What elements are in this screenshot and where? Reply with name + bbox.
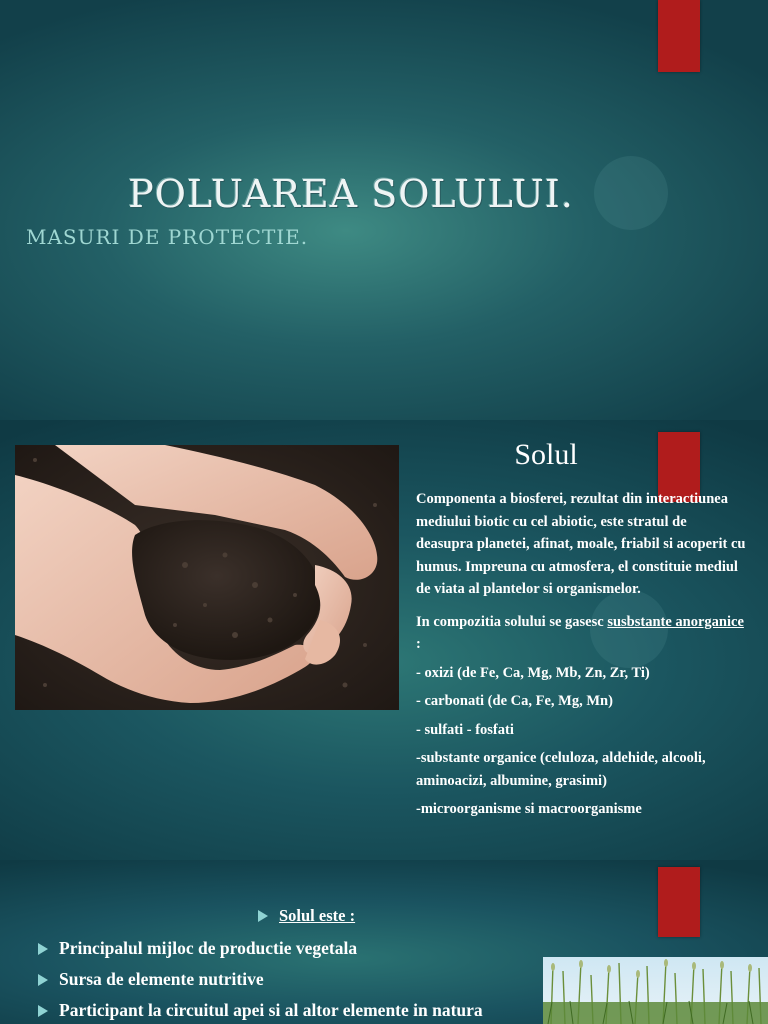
composition-item: - sulfati - fosfati	[416, 721, 514, 738]
soil-definition-slide	[0, 420, 768, 860]
grass-field-photo	[543, 957, 768, 1024]
soil-roles-slide	[0, 860, 768, 1024]
list-item-text: Sursa de elemente nutritive	[59, 969, 264, 989]
list-item-text: Principalul mijloc de productie vegetala	[59, 938, 358, 958]
composition-underlined-term: susbstante anorganice	[607, 613, 744, 630]
title-slide	[0, 0, 768, 420]
list-item-text: Participant la circuitul apei si al altor elemente in natura	[59, 1000, 483, 1020]
definition-paragraph: Componenta a biosferei, rezultat din interactiunea mediului biotic cu cel abiotic, este stratul de deasupra planetei, afinat, moale, friabil si acoperit cu humus. Impreuna cu atmosfera, el constituie mediul de viata al plantelor si organismelor.	[416, 491, 746, 597]
soil-description	[416, 488, 746, 827]
slide-accent-tab	[658, 867, 700, 937]
composition-item: - carbonati (de Ca, Fe, Mg, Mn)	[416, 693, 613, 709]
section-heading: Solul	[514, 438, 578, 471]
bullet-triangle-icon	[38, 974, 48, 986]
bullet-triangle-icon	[38, 1005, 48, 1017]
composition-intro: In compozitia solului se gasesc	[416, 613, 608, 630]
composition-item: - oxizi (de Fe, Ca, Mg, Mb, Zn, Zr, Ti)	[416, 664, 650, 681]
hands-holding-soil-photo	[15, 445, 399, 710]
bullet-triangle-icon	[258, 910, 268, 922]
slide-subtitle: MASURI DE PROTECTIE.	[26, 225, 309, 249]
composition-paragraph	[416, 611, 746, 656]
composition-item: -microorganisme si macroorganisme	[416, 801, 642, 817]
slide-accent-tab	[658, 0, 700, 72]
composition-suffix: :	[416, 636, 421, 652]
list-item	[38, 969, 264, 990]
list-header	[258, 906, 355, 926]
composition-item: -substante organice (celuloza, aldehide, alcooli, aminoacizi, albumine, grasimi)	[416, 750, 706, 789]
list-item	[38, 1000, 483, 1021]
slide-title: POLUAREA SOLULUI.	[128, 172, 574, 216]
list-header-text: Solul este :	[279, 906, 356, 925]
bullet-triangle-icon	[38, 943, 48, 955]
list-item	[38, 938, 357, 959]
